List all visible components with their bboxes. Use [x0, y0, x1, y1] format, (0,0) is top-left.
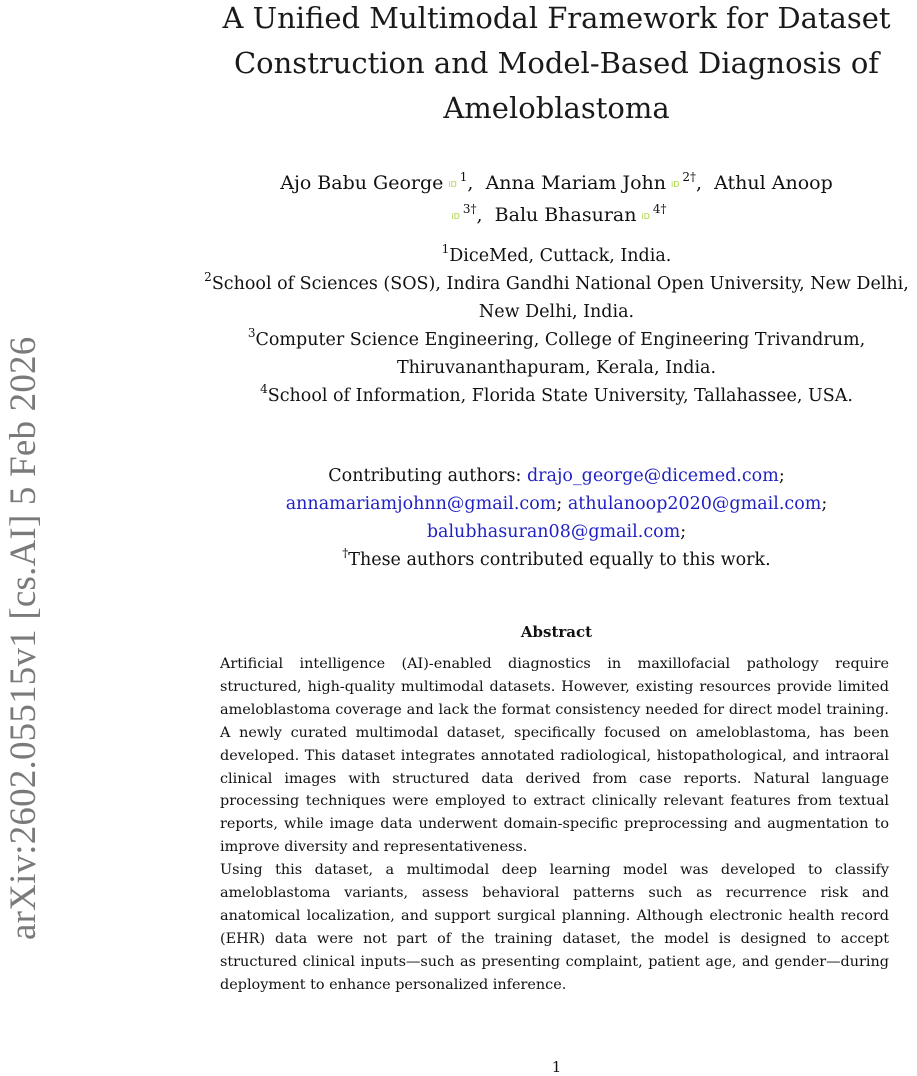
author-list: [196, 168, 917, 232]
orcid-icon[interactable]: iD: [451, 212, 460, 221]
email-link[interactable]: athulanoop2020@gmail.com: [567, 494, 822, 514]
affiliation-list: [196, 242, 917, 410]
email-link[interactable]: drajo_george@dicemed.com: [526, 466, 779, 486]
affiliation: $^3$Computer Science Engineering, College of Engineering Trivandrum, Thiruvananthapuram, Kerala, India.: [247, 326, 866, 378]
abstract-paragraph: Using this dataset, a multimodal deep learning model was developed to classify ameloblastoma variants, assess behavioral patterns such as recurrence risk and anatomical localization, and support surgical planning. Although electronic health record (EHR) data were not part of the training dataset, the model is designed to accept structured clinical inputs—such as presenting complaint, patient age, and gender—during deployment to enhance personalized inference.: [220, 862, 889, 993]
arxiv-sidebar-stamp: arXiv:2602.05515v1 [cs.AI] 5 Feb 2026: [3, 336, 44, 940]
author: Athul Anoop $iD^{3\dagger}$,: [451, 172, 833, 226]
paper-title: A Unified Multimodal Framework for Dataset Construction and Model-Based Diagnosis of Ameloblastoma: [222, 1, 891, 125]
abstract-body: [220, 653, 889, 997]
contributing-authors: Contributing authors: drajo_george@dicemed.com; annamariamjohnn@gmail.com; athulanoop2020@gmail.com; balubhasuran08@gmail.com; †These authors contributed equally to this work.: [196, 462, 917, 574]
orcid-icon[interactable]: iD: [641, 212, 650, 221]
abstract-paragraph: Artificial intelligence (AI)-enabled diagnostics in maxillofacial pathology require structured, high-quality multimodal datasets. However, existing resources provide limited ameloblastoma coverage and lack the format consistency needed for direct model training. A newly curated multimodal dataset, specifically focused on ameloblastoma, has been developed. This dataset integrates annotated radiological, histopathological, and intraoral clinical images with structured data derived from case reports. Natural language processing techniques were employed to extract clinically relevant features from textual reports, while image data underwent domain-specific preprocessing and augmentation to improve diversity and representativeness.: [220, 656, 889, 856]
orcid-icon[interactable]: iD: [448, 180, 457, 189]
author: Balu Bhasuran $iD^{4\dagger}$: [494, 202, 667, 226]
email-link[interactable]: annamariamjohnn@gmail.com: [285, 494, 557, 514]
affiliation: $^4$School of Information, Florida State University, Tallahassee, USA.: [260, 382, 853, 406]
orcid-icon[interactable]: iD: [670, 180, 680, 189]
affiliation: $^1$DiceMed, Cuttack, India.: [441, 242, 672, 266]
affiliation: $^2$School of Sciences (SOS), Indira Gandhi National Open University, New Delhi, New Delhi, India.: [204, 270, 909, 322]
author: Anna Mariam John $iD^{2\dagger}$,: [485, 170, 703, 194]
abstract-heading: Abstract: [520, 623, 593, 641]
equal-contribution-note: †These authors contributed equally to this work.: [342, 546, 771, 570]
paper-page: [196, 0, 917, 993]
author: Ajo Babu George $iD^1$,: [280, 170, 474, 194]
page-number: 1: [551, 1058, 562, 1076]
email-link[interactable]: balubhasuran08@gmail.com: [426, 522, 681, 542]
contributing-label: Contributing authors:: [328, 466, 522, 486]
